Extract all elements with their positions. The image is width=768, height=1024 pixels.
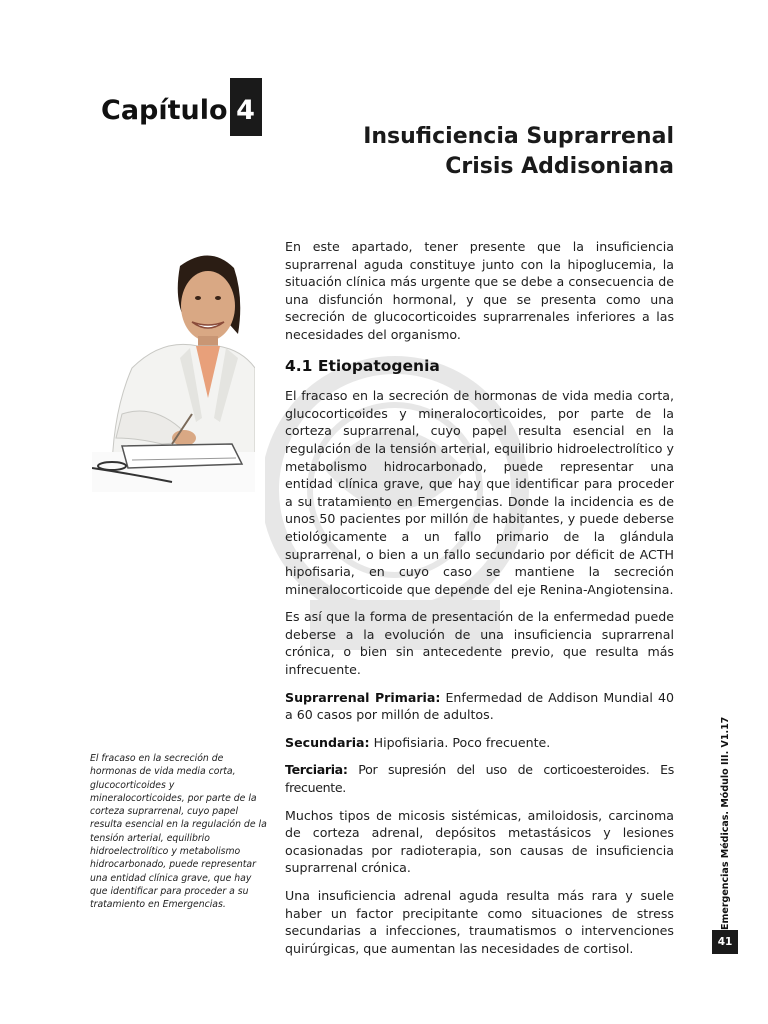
secundaria-label: Secundaria: xyxy=(285,734,370,750)
running-title: Emergencias Médicas. Módulo III. V1.17 xyxy=(720,716,731,930)
intro-paragraph: En este apartado, tener presente que la insuficiencia suprarrenal aguda constituye junto con la hipoglucemia, la situación clínica más urgente que se debe a consecuencia de una disfunción hormonal, y que se presenta como una secreción de glucocorticoides suprarrenales inferiores a las necesidades del organismo. xyxy=(285,239,674,342)
primaria-label: Suprarrenal Primaria: xyxy=(285,689,441,705)
paragraph-3: Muchos tipos de micosis sistémicas, amiloidosis, carcinoma de corteza adrenal, depósitos metastásicos y lesiones ocasionadas por radioterapia, son causas de insuficiencia suprarrenal crónica. xyxy=(285,807,674,876)
section-heading: 4.1 Etiopatogenia xyxy=(285,356,440,375)
doctor-writing-photo xyxy=(92,238,255,492)
primaria-text: Enfermedad de Addison Mundial 40 a 60 casos por millón de adultos. xyxy=(285,689,674,723)
chapter-heading xyxy=(101,78,262,136)
chapter-title xyxy=(363,122,674,182)
chapter-title-line-2: Crisis Addisoniana xyxy=(445,154,674,179)
paragraph-2: Es así que la forma de presentación de la enfermedad puede deberse a la evolución de una insuficiencia suprarrenal crónica, o bien sin antecedente previo, que resulta más infrecuente. xyxy=(285,609,674,678)
terciaria-label: Terciaria: xyxy=(285,762,348,778)
main-text xyxy=(285,238,674,967)
paragraph-1: El fracaso en la secreción de hormonas de vida media corta, glucocorticoides y mineralocorticoides, por parte de la corteza suprarrenal, cuyo papel resulta esencial en la regulación de la tensión arterial, equilibrio hidroelectrolítico y metabolismo hidrocarbonado, puede representar una entidad clínica grave, que hay que identificar para proceder a su tratamiento en Emergencias. Donde la incidencia es de unos 50 pacientes por millón de habitantes, y puede deberse etiológicamente a un fallo primario de la glándula suprarrenal, o bien a un fallo secundario por déficit de ACTH hipofisaria, en cuyo caso se mantiene la secreción mineralocorticoide que depende del eje Renina-Angiotensina. xyxy=(285,388,674,597)
secundaria-text: Hipofisiaria. Poco frecuente. xyxy=(369,734,551,750)
terciaria-text: Por supresión del uso de corticoesteroides. Es frecuente. xyxy=(285,762,674,796)
chapter-title-line-1: Insuficiencia Suprarrenal xyxy=(363,124,674,149)
paragraph-4: Una insuficiencia adrenal aguda resulta más rara y suele haber un factor precipitante como situaciones de stress secundarias a infecciones, traumatismos o intervenciones quirúrgicas, que aumentan las necesidades de cortisol. xyxy=(285,888,674,956)
page-number: 41 xyxy=(712,930,738,954)
sidebar-note: El fracaso en la secreción de hormonas de vida media corta, glucocorticoides y mineralocorticoides, por parte de la corteza suprarrenal, cuyo papel resulta esencial en la regulación de la tensión arterial, equilibrio hidroelectrolítico y metabolismo hidrocarbonado, puede representar una entidad clínica grave, que hay que identificar para proceder a su tratamiento en Emergencias. xyxy=(90,753,267,911)
secundaria-item xyxy=(285,734,674,752)
primaria-item xyxy=(285,689,674,724)
terciaria-item xyxy=(285,761,674,796)
chapter-number-badge: 4 xyxy=(230,78,262,136)
chapter-word: Capítulo xyxy=(101,95,228,126)
